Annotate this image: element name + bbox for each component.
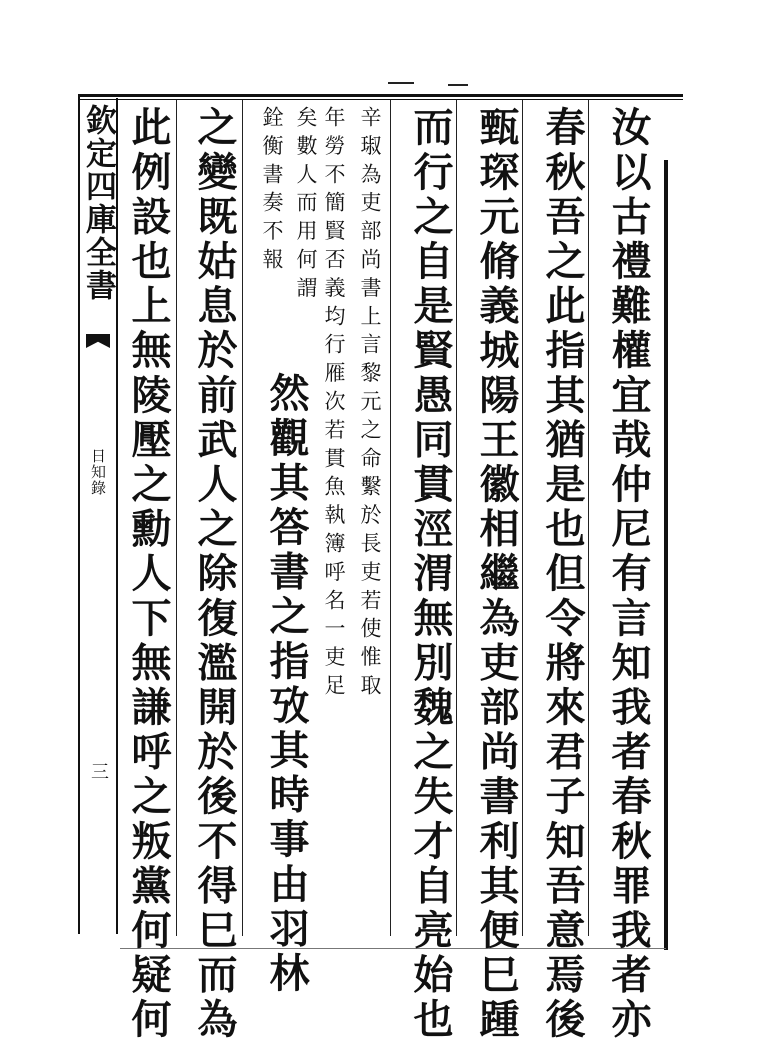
annotation-column-1: 辛琡為吏部尚書上言黎元之命繫於長吏若使惟取 xyxy=(358,106,382,703)
text-column-3: 甄琛元脩義城陽王徽相繼為吏部尚書利其便巳踵 xyxy=(473,106,520,1043)
column-rule xyxy=(522,100,523,936)
annotation-column-3: 矣數人而用何謂 xyxy=(294,106,318,305)
text-column-5-tail: 然觀其答書之指攷其時事由羽林 xyxy=(263,372,310,997)
column-rule xyxy=(588,100,589,936)
left-border-inner xyxy=(116,98,118,934)
text-column-7: 此例設也上無陵壓之勳人下無謙呼之叛黨何疑何 xyxy=(125,106,172,1043)
annotation-column-2: 年勞不簡賢否義均行雁次若貫魚執簿呼名一吏足 xyxy=(322,106,346,703)
top-border xyxy=(78,94,683,97)
annotation-column-4: 銓衡書奏不報 xyxy=(260,106,284,277)
column-rule xyxy=(390,100,391,936)
top-border-inner xyxy=(78,99,683,100)
text-column-6: 之變既姑息於前武人之除復濫開於後不得巳而為 xyxy=(191,106,238,1043)
text-column-1: 汝以古禮難權宜哉仲尼有言知我者春秋罪我者亦 xyxy=(605,106,652,1043)
fish-tail-ornament xyxy=(86,334,110,348)
column-rule xyxy=(242,100,243,936)
book-title: 日知錄 xyxy=(89,448,107,496)
column-rule xyxy=(456,100,457,936)
page-number: 三 xyxy=(88,762,109,780)
top-mark xyxy=(388,82,414,84)
column-rule xyxy=(176,100,177,936)
text-column-2: 春秋吾之此指其猶是也但令將來君子知吾意焉後 xyxy=(539,106,586,1043)
right-border xyxy=(664,160,668,950)
collection-title: 欽定四庫全書 xyxy=(80,104,116,302)
top-mark xyxy=(448,84,468,86)
text-column-4: 而行之自是賢愚同貫涇渭無別魏之失才自亮始也 xyxy=(407,106,454,1043)
